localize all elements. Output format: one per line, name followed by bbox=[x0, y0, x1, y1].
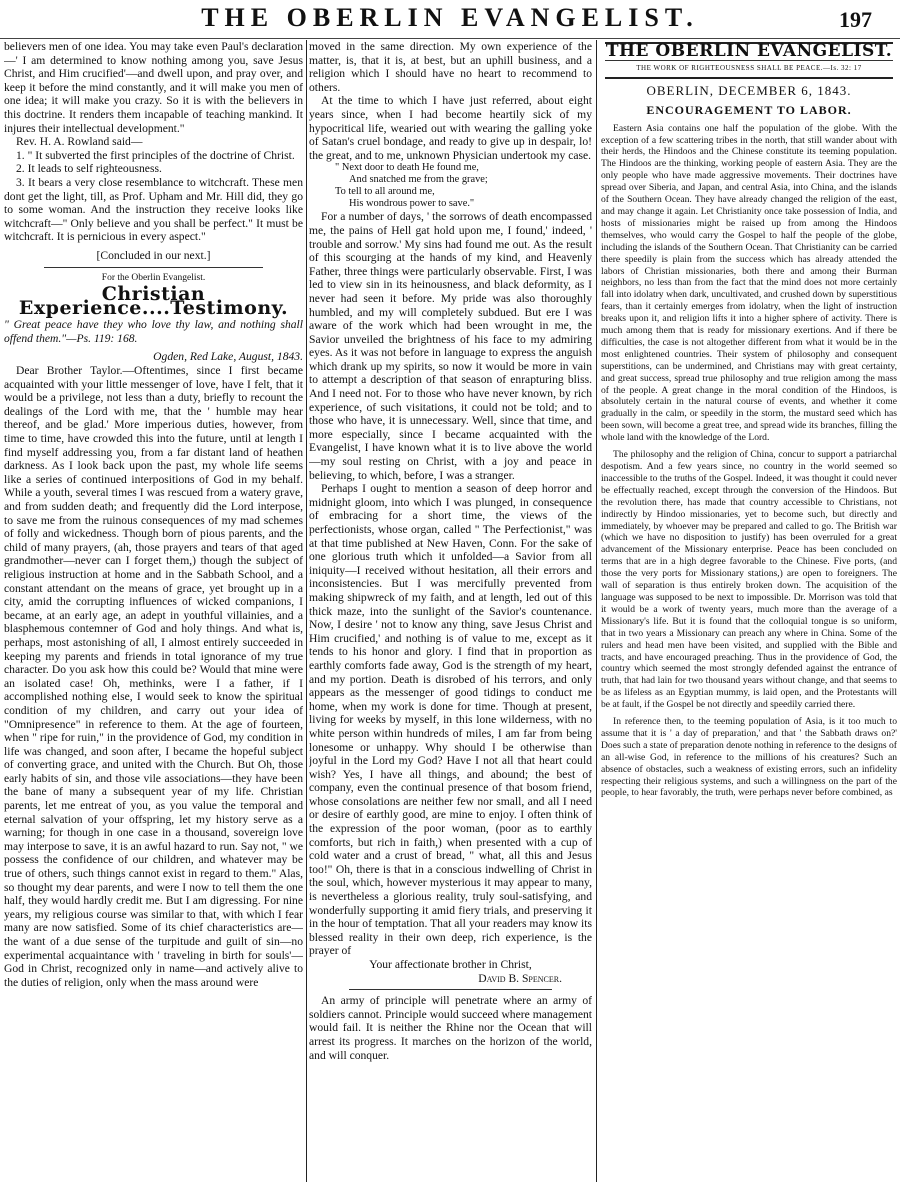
list-item: 1. " It subverted the first principles of the doctrine of Christ. bbox=[16, 148, 295, 162]
article-paragraph: Dear Brother Taylor.—Oftentimes, since I first became acquainted with your little messenger of love, have I felt, that it would be a privilege, not less than a duty, briefly to recount the dealings of the Lord with me, that the ' humble may hear thereof, and be glad.' More imperious duties, however, from time to time, have crowded this into the future, until at length I find myself addressing you, from a far distant land of heathen darkness. As I look back upon the past, my whole life seems like a series of continued interpositions of God in my behalf. While a youth, several times I was rescued from a watery grave, and from sudden death; and frequently did the Lord interpose, to save me from the ruinous consequences of my mad schemes of folly and wickedness. Though born of pious parents, and the child of many prayers, (ah, those prayers and tears of that aged grandmother—never can I forget them,) though the subject of religious instruction at home and in the Sabbath School, and a constant attendant on the means of grace, yet brought up in a city, amid the corrupting influences of wicked companions, I became, at an early age, an adept in youthful villainies, and a blasphemous contemner of God and holy things. And what is, perhaps, most astonishing of all, I almost entirely succeeded in keeping my parents and friends in total ignorance of my true character. Do you ask how this could be? Would that mine were an isolated case! Oh, methinks, were I a father, if I accomplished nothing else, I would seek to know the spiritual condition of my children, and carry out your idea of "Omnipresence" in reference to them. At the age of fourteen, when " ripe for ruin," in the providence of God, my condition in life was changed, and soon after, I became the hopeful subject of converting grace, and united with the Church. But Oh, those early habits of sin, and those vile associations—they have been the bane of many a subsequent year of my life. Christian parents, let me entreat of you, as you value the temporal and eternal salvation of your offspring, let my history serve as a warning; for though in one case in a thousand, sovereign love may interpose to save, it is an awful hazard to run. Say not, " we possess the confidence of our children, and whatever may be true of others, such things cannot exist in regard to them." Alas, so thought my dear parents, and were I now to tell them the one half, they would hardly credit me. But I am digressing. For nine years, my religious course was similar to that, with which I fear many are now satisfied. Some of its chief characteristics are—the want of a due sense of the turpitude and guilt of sin—no experimental acquaintance with ' traveling in birth for souls'—God in Christ, recognized only in name—and actively alive to the duties of religion, only when the mass around were bbox=[4, 364, 303, 989]
divider bbox=[44, 267, 263, 268]
dateline: Ogden, Red Lake, August, 1843. bbox=[153, 350, 303, 364]
article-paragraph: An army of principle will penetrate where an army of soldiers cannot. Principle would succeed where management would fail. It is neither the Rhine nor the Ocean that will arrest its progress. It marches on the horizon of the world, and will conquer. bbox=[309, 994, 592, 1062]
article-paragraph: At the time to which I have just referred, about eight years since, when I had become heartily sick of my hypocritical life, wearied out with wearing the galling yoke of Satan's cruel bondage, and ready to give up in despair, lo! the great, and to me, unknown Physician undertook my case. bbox=[309, 94, 592, 162]
article-paragraph: Perhaps I ought to mention a season of deep horror and midnight gloom, into which I was plunged, in consequence of embracing for a short time, the views of the perfectionists, whose organ, called " The Perfectionist," was at that time published at New Haven, Conn. For the sake of one glorious truth which it unfolded—a Savior from all iniquity—I received without hesitation, all their errors and inconsistencies. But I was mercifully prevented from making shipwreck of my faith, and at length, led out of this thick maze, into the sunlight of the Savior's countenance. Now, I desire ' not to know any thing, save Jesus Christ and Him crucified,' and nothing is of value to me, except as it tends to his honor and glory. I find that in proportion as earthly comforts fade away, God is the strength of my heart, and my portion. Death is disrobed of his terrors, and only appears as the messenger of good tidings to conduct me home, when my work is done for time. Though at present, living for weeks by myself, in this lone wilderness, with no white person within hundreds of miles, I am far from being lonesome or unhappy. Why should I be otherwise than joyful in the Lord my God? Have I not all that heart could wish? Yes, I have all things, and abound; the best of company, even the continual presence of that bosom friend, whose consolations are neither few nor small, and all I need or desire of earthly good, are mine to enjoy. I often think of the expression of the poor woman, (poor as to earthly comforts, but rich in faith,) when presented with a cup of cold water and a crust of bread, " what, all this and Jesus too!" Oh, there is that in a conscious indwelling of Christ in the soul, which, however mysterious it may appear to many, is nevertheless a glorious reality, truly soul-satisfying, and wonderfully supporting it amid fiery trials, and preserving it in the hour of temptation. That all your readers may know its blessed reality in their own deep, rich experience, is the prayer of bbox=[309, 482, 592, 958]
editorial-masthead bbox=[605, 42, 893, 79]
source-line: For the Oberlin Evangelist. bbox=[101, 272, 206, 283]
article-heading: Christian Experience....Testimony. bbox=[18, 283, 289, 319]
masthead bbox=[0, 0, 900, 39]
page-number: 197 bbox=[839, 7, 872, 32]
article-paragraph: In reference then, to the teeming population of Asia, is it too much to assume that it is ' a day of preparation,' and that ' the Sabbath draws on?' Does such a state of preparation denote nothing in reference to the designs of an all-wise God, in reference to the millions of his creatures? Such an absence of obstacles, such a weakness of existing errors, such an infidelity respecting their religious systems, and such a willingness on the part of the people, to hear favorably, the truth, were perhaps never before combined, as bbox=[601, 716, 897, 799]
article-heading: ENCOURAGEMENT TO LABOR. bbox=[646, 102, 852, 117]
editorial-date: OBERLIN, DECEMBER 6, 1843. bbox=[646, 82, 852, 98]
poem bbox=[309, 162, 592, 210]
poem-line: His wondrous power to save." bbox=[349, 198, 475, 210]
poem-line: To tell to all around me, bbox=[335, 186, 435, 198]
epigraph: " Great peace have they who love thy law, and nothing shall offend them."—Ps. 119: 168. bbox=[4, 318, 303, 345]
list-item: 2. It leads to self righteousness. bbox=[16, 162, 162, 176]
article-paragraph: Rev. H. A. Rowland said— bbox=[16, 135, 143, 149]
signature-name: David B. Spencer. bbox=[478, 971, 562, 985]
editorial-motto: THE WORK OF RIGHTEOUSNESS SHALL BE PEACE.—Is. 32: 17 bbox=[605, 60, 893, 75]
column-rule-right bbox=[596, 40, 597, 1182]
column-middle bbox=[309, 40, 592, 1182]
article-paragraph: The philosophy and the religion of China, concur to support a patriarchal despotism. And a few years since, no country in the world seemed so inaccessible to the truths of the Gospel. Indeed, it was thought it could never be effectually reached, except through the conversion of the Hindoos. But the revolution there, has made that country accessible to Christians, not indirectly by Hindoo missionaries, yet to become such, but directly and immediately, by whoever may be prepared and called to go. The British war (which we have no disposition to justify) has been overruled for a great advancement of the Missionary enterprise. Peace has been concluded on terms that are in a high degree favorable to the Chinese. Five ports, (and those the very ports for Missionary stations,) are open to foreigners. The wall of separation is thus entirely broken down. The acquisition of the language was supposed to be next to impossible. Dr. Morrison was told that it would be a work of twenty years, much more than the average of a Missionary's life. But it is found that the colloquial tongue is so uniform, that in two years a Missionary can preach any where in China. Some of the rulers and head men have been visited, and supplied with the Bible and tracts, and have encouraged preaching. Thus in the providence of God, the country which seemed the most strongly defended against the entrance of truth, that had lain for two thousand years without change, and that seems to be as lifeless as an Egyptian mummy, is laid open, and the Protestants will be at fault, if the Gospel be not directly and speedily carried there. bbox=[601, 449, 897, 711]
editorial-title: THE OBERLIN EVANGELIST. bbox=[605, 41, 893, 61]
article-paragraph: Eastern Asia contains one half the population of the globe. With the exception of a few scattering tribes in the north, that still wander about with their herds, the Hindoos and the Chinese constitute its teeming population. The Hindoos are the thinking, working people of eastern Asia. They are the only people who have made aggressive movements. Their doctrines have spread over Siberia, and Japan, and central Asia, into China, and the islands of the Southern Ocean. They have already changed the religion of the east, and may change it again. Let Christianity once take possession of India, and hosts of missionaries might be raised up from among the Hindoos themselves, who would carry the Gospel to half the people of the globe, including the islands of the Southern Ocean. That Christianity can be carried there speedily is plain from the success which has already attended the labors of Christian missionaries, both there and among their Burman neighbors, no less than from the fact that the mind does not more certainly fall into idolatry when dark, uncultivated, and crushed down by superstitious fears, than it certainly emerges from idolatry, when the light of instruction breaks upon it, and religion lifts it into a higher sphere of activity. There is much among them that is ready for missionary exertions. And if there be difficulties, the case is not altogether different from what it would be in the most enlightened countries. Their system of philosophy and consequent superstitions, can be undermined, and Christians may with great certainty, and great success, spread true philosophy and true religion among the mass of the people. A great change in the moral condition of the Hindoos, is absolutely certain in the natural course of events, and whether it come gradually in the calm, or speedily in the storm, the mustard seed which has been sown, will become a great tree, and spread wide its branches, filling the whole land with the knowledge of the Lord. bbox=[601, 122, 897, 444]
article-paragraph: moved in the same direction. My own experience of the matter, is, that it is, at best, but an uphill business, and a religion which I should have no heart to recommend to others. bbox=[309, 40, 592, 94]
poem-line: " Next door to death He found me, bbox=[335, 162, 479, 174]
article-paragraph: believers men of one idea. You may take even Paul's declaration—' I am determined to know nothing among you, save Jesus Christ, and Him crucified'—and dwell upon, and pray over, and keep it before the mind constantly, and it will make you men of one idea; it will make you crazy. So it is with the believers in this doctrine. It renders them incapable of teaching mankind. It injures their intellectual development." bbox=[4, 40, 303, 135]
signature-line: Your affectionate brother in Christ, bbox=[369, 958, 532, 971]
masthead-title: THE OBERLIN EVANGELIST. bbox=[201, 3, 699, 32]
column-left bbox=[4, 40, 303, 1182]
article-paragraph: For a number of days, ' the sorrows of death encompassed me, the pains of Hell gat hold upon me, I found,' indeed, ' trouble and sorrow.' My sins had found me out. As the result of this scourging at the hands of my kind, and Heavenly Father, three things were particularly observable. First, I was led to view sin in its heinousness, and black deformity, as I never had seen it before. My pride was also thoroughly humbled, and my will completely subdued. But ere I was aware of the work which had been wrought in me, the Savior unveiled the brightness of his face to my admiring eyes. As it was not before in language to express the anguish which drank up my spirits, so now it would be more in vain to attempt a description of that season of enrapturing bliss. And I need not. For to those who have never known, by rich experience, of such visitations, it could not be told; and to those who have, it is unnecessary. Well, since that time, and more especially, since I became acquainted with the Evangelist, I have known what it is to live above the world—my soul resting on Christ, with a joy and peace in believing, to which, before, I was a stranger. bbox=[309, 210, 592, 482]
list-item: 3. It bears a very close resemblance to witchcraft. These men dont get the light, till, as Prof. Upham and Mr. Hill did, they go to some woman. And the instruction they receive looks like witchcraft—" Only believe and you shall be perfect." It must be witchcraft. It is pernicious in every aspect." bbox=[4, 175, 303, 244]
poem-line: And snatched me from the grave; bbox=[349, 174, 488, 186]
column-right bbox=[601, 40, 897, 1182]
column-rule-left bbox=[306, 40, 307, 1182]
concluded-note: [Concluded in our next.] bbox=[96, 248, 211, 262]
divider bbox=[349, 989, 552, 990]
